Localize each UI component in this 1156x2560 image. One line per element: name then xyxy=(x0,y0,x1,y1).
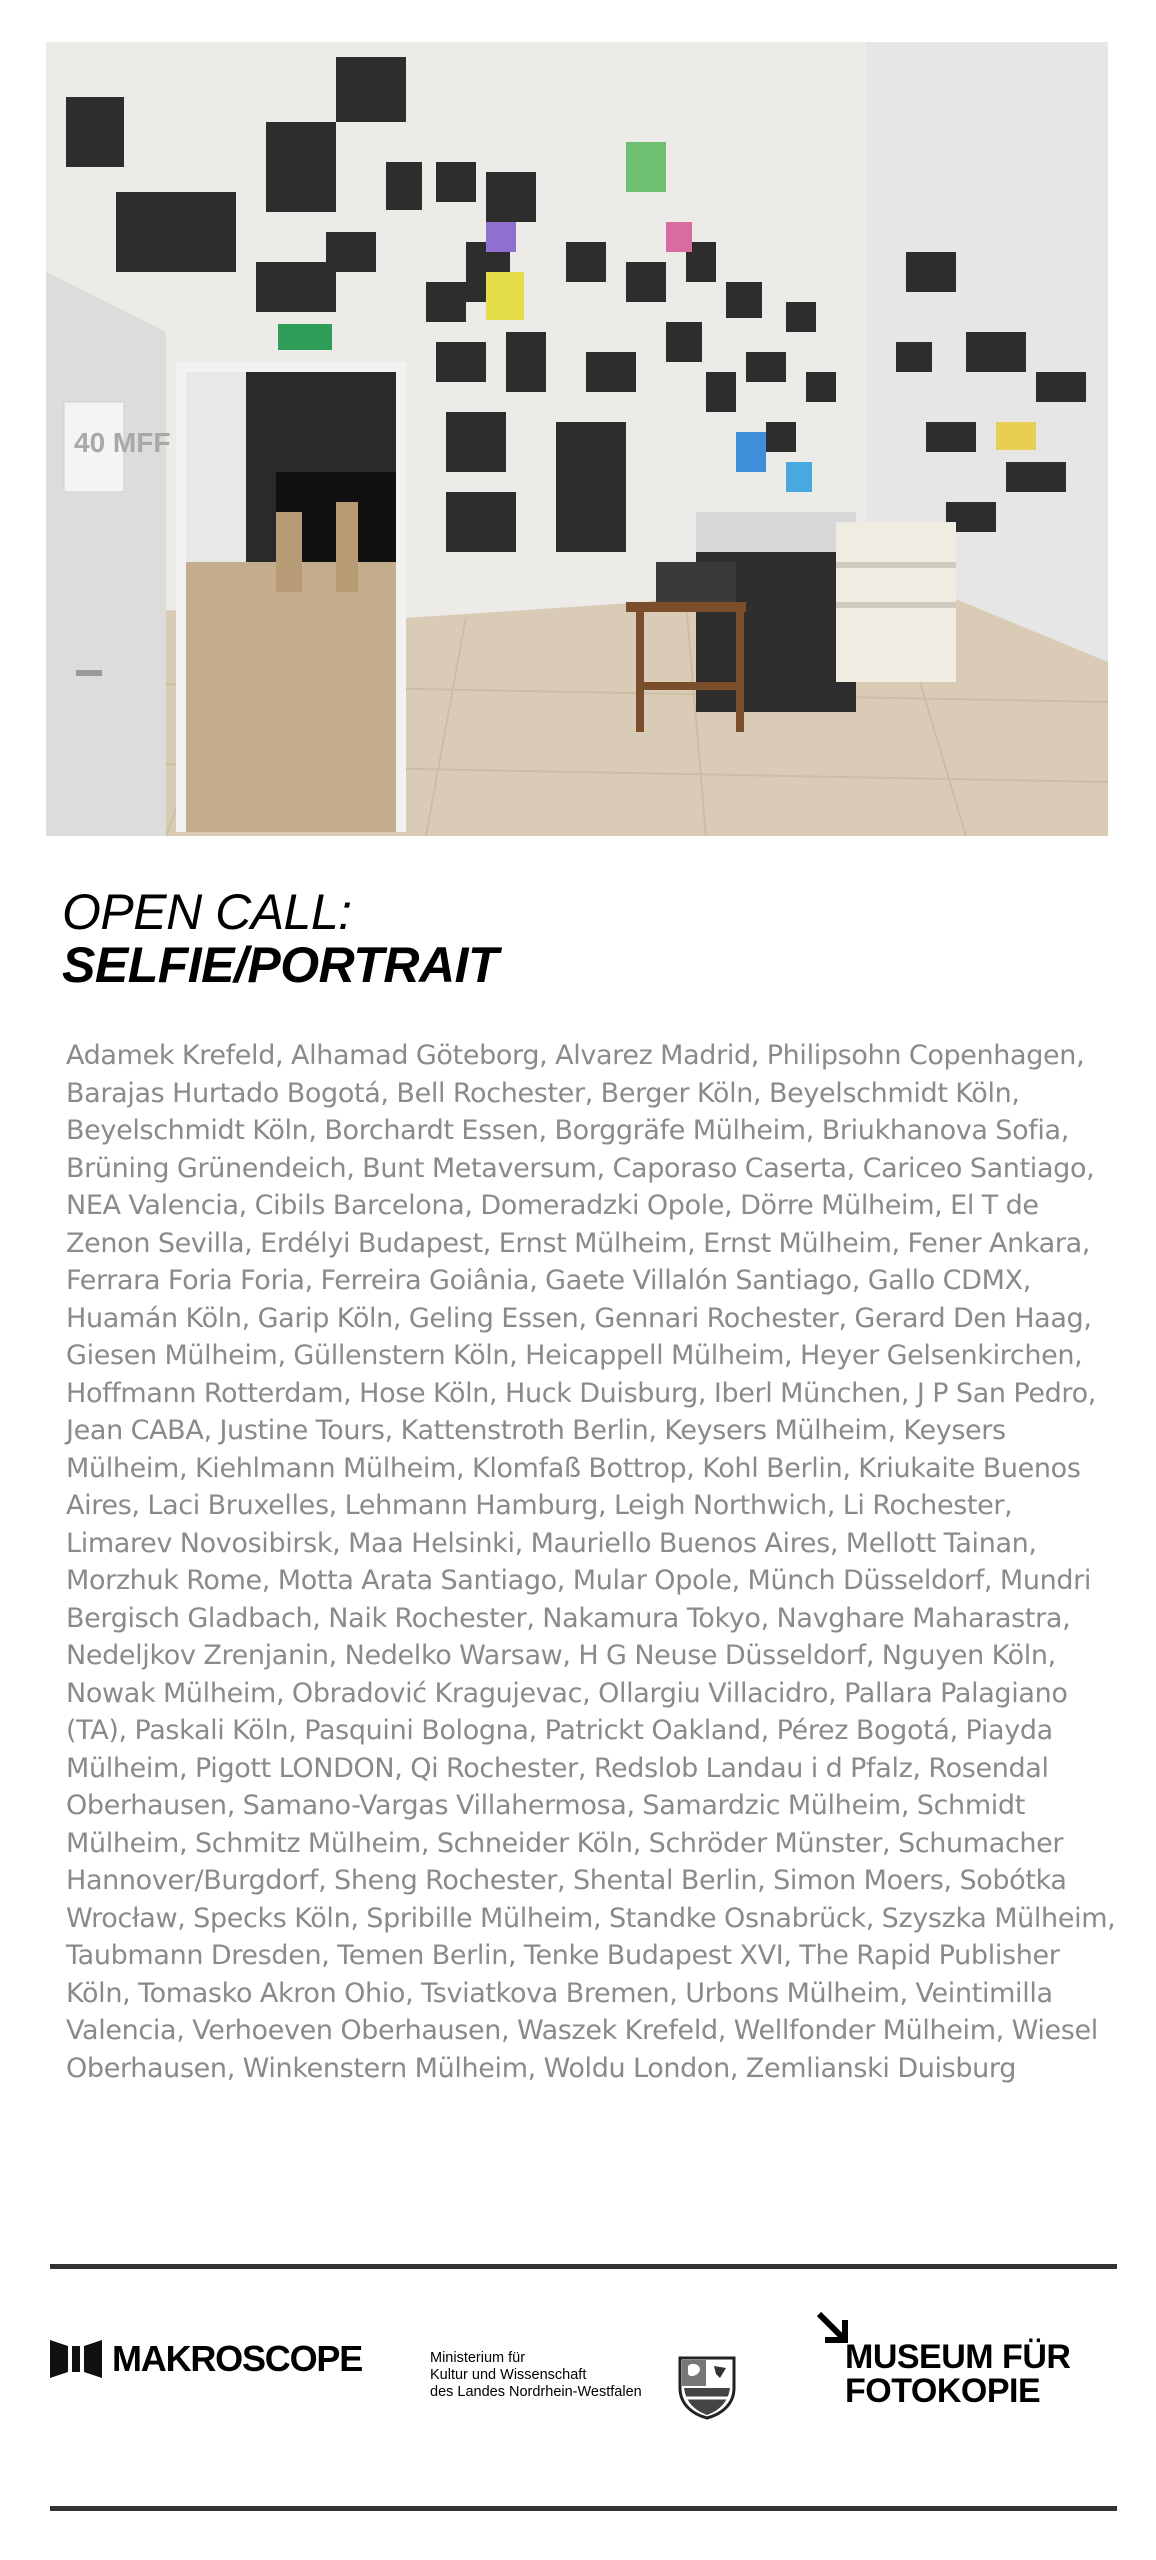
makroscope-logo-icon xyxy=(50,2338,106,2380)
heading-line-1: OPEN CALL: xyxy=(62,884,352,940)
divider-top xyxy=(50,2264,1117,2269)
gallery-photo-icon xyxy=(46,42,1108,836)
nrw-coat-of-arms-icon xyxy=(676,2354,738,2420)
exhibition-photo xyxy=(46,42,1108,836)
ministry-line-2: Kultur und Wissenschaft xyxy=(430,2367,587,2383)
makroscope-wordmark: MAKROSCOPE xyxy=(112,2338,363,2379)
ministry-logo-text xyxy=(430,2350,642,2401)
heading xyxy=(62,886,1062,992)
arrow-down-right-icon xyxy=(815,2310,849,2344)
ministry-line-3: des Landes Nordrhein-Westfalen xyxy=(430,2384,642,2400)
museum-line-2: FOTOKOPIE xyxy=(845,2372,1041,2410)
museum-line-1: MUSEUM FÜR xyxy=(845,2338,1071,2376)
makroscope-logo xyxy=(50,2338,362,2380)
poster-text: 40 MFF xyxy=(74,427,171,458)
divider-bottom xyxy=(50,2506,1117,2511)
participants-list: Adamek Krefeld, Alhamad Göteborg, Alvarez Madrid, Philipsohn Copenhagen, Barajas Hurtado Bogotá, Bell Rochester, Berger Köln, Beyelschmidt Köln, Beyelschmidt Köln, Borchardt Essen, Borggräfe Mülheim, Briukhanova Sofia, Brüning Grünendeich, Bunt Metaversum, Caporaso Caserta, Cariceo Santiago, NEA Valencia, Cibils Barcelona, Domeradzki Opole, Dörre Mülheim, El T de Zenon Sevilla, Erdélyi Budapest, Ernst Mülheim, Ernst Mülheim, Fener Ankara, Ferrara Foria Foria, Ferreira Goiânia, Gaete Villalón Santiago, Gallo CDMX, Huamán Köln, Garip Köln, Geling Essen, Gennari Rochester, Gerard Den Haag, Giesen Mülheim, Güllenstern Köln, Heicappell Mülheim, Heyer Gelsenkirchen, Hoffmann Rotterdam, Hose Köln, Huck Duisburg, Iberl München, J P San Pedro, Jean CABA, Justine Tours, Kattenstroth Berlin, Keysers Mülheim, Keysers Mülheim, Kiehlmann Mülheim, Klomfaß Bottrop, Kohl Berlin, Kriukaite Buenos Aires, Laci Bruxelles, Lehmann Hamburg, Leigh Northwich, Li Rochester, Limarev Novosibirsk, Maa Helsinki, Mauriello Buenos Aires, Mellott Tainan, Morzhuk Rome, Motta Arata Santiago, Mular Opole, Münch Düsseldorf, Mundri Bergisch Gladbach, Naik Rochester, Nakamura Tokyo, Navghare Maharastra, Nedeljkov Zrenjanin, Nedelko Warsaw, H G Neuse Düsseldorf, Nguyen Köln, Nowak Mülheim, Obradović Kragujevac, Ollargiu Villacidro, Pallara Palagiano (TA), Paskali Köln, Pasquini Bologna, Patrickt Oakland, Pérez Bogotá, Piayda Mülheim, Pigott LONDON, Qi Rochester, Redslob Landau i d Pfalz, Rosendal Oberhausen, Samano-Vargas Villahermosa, Samardzic Mülheim, Schmidt Mülheim, Schmitz Mülheim, Schneider Köln, Schröder Münster, Schumacher Hannover/Burgdorf, Sheng Rochester, Shental Berlin, Simon Moers, Sobótka Wrocław, Specks Köln, Spribille Mülheim, Standke Osnabrück, Szyszka Mülheim, Taubmann Dresden, Temen Berlin, Tenke Budapest XVI, The Rapid Publisher Köln, Tomasko Akron Ohio, Tsviatkova Bremen, Urbons Mülheim, Veintimilla Valencia, Verhoeven Oberhausen, Waszek Krefeld, Wellfonder Mülheim, Wiesel Oberhausen, Winkenstern Mülheim, Woldu London, Zemlianski Duisburg xyxy=(66,1040,1116,2084)
heading-line-2: SELFIE/PORTRAIT xyxy=(62,937,499,993)
ministry-line-1: Ministerium für xyxy=(430,2350,526,2366)
